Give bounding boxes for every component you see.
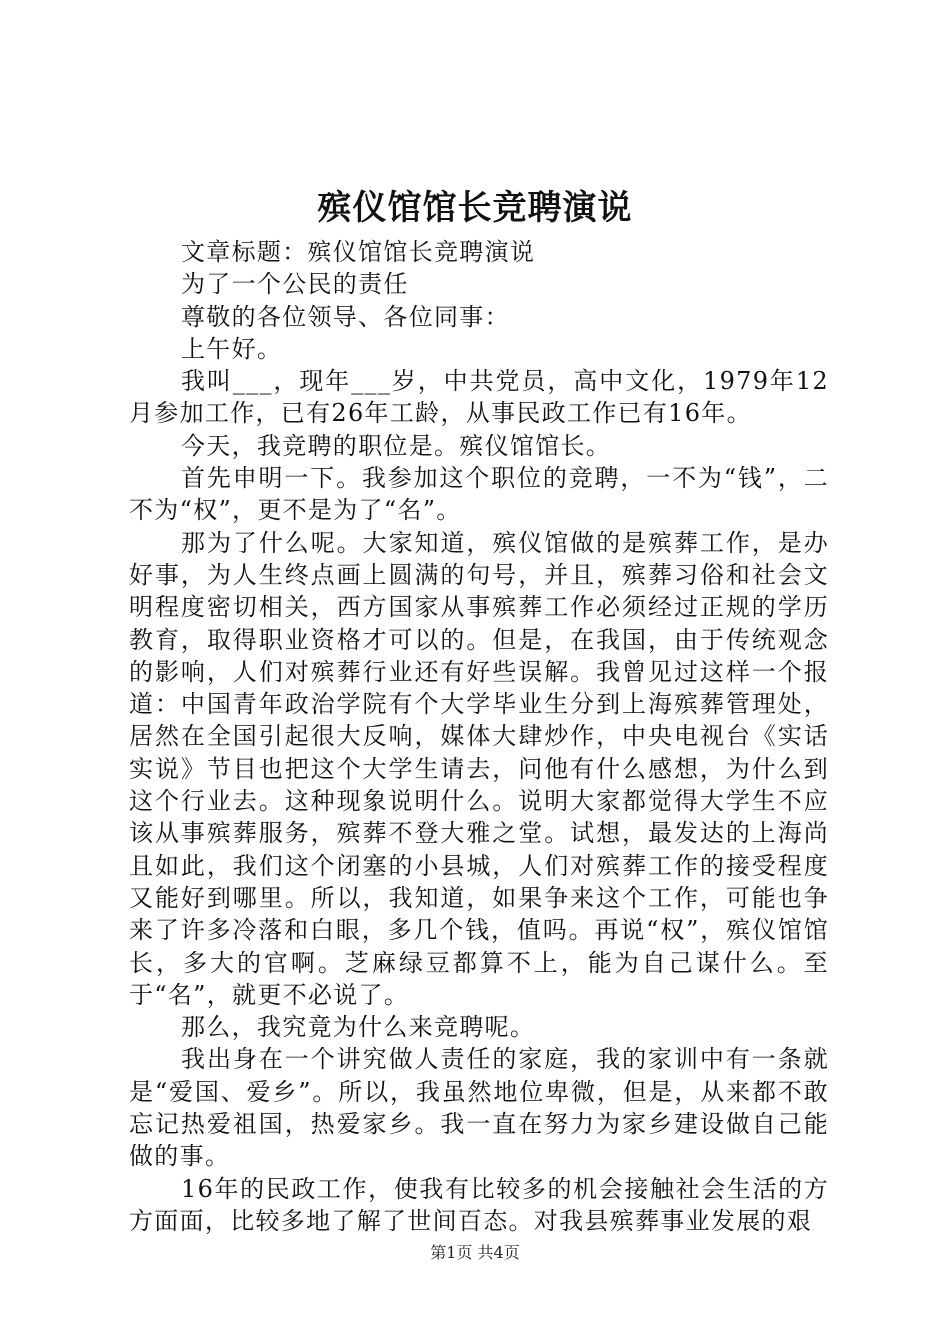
paragraph-position: 今天，我竞聘的职位是。殡仪馆馆长。 [181,431,612,460]
paragraph-family-background: 我出身在一个讲究做人责任的家庭，我的家训中有一条就是“爱国、爱乡”。所以，我虽然地位卑微，但是，从来都不敢忘记热爱祖国，热爱家乡。我一直在努力为家乡建设做自己能做的事。 [129,1045,829,1171]
paragraph-question: 那么，我究竟为什么来竞聘呢。 [181,1013,536,1042]
paragraph-salutation: 尊敬的各位领导、各位同事： [181,302,510,331]
page-footer: 第1页 共4页 [430,1243,520,1262]
paragraph-subtitle: 为了一个公民的责任 [181,270,409,299]
paragraph-self-introduction: 我叫___，现年___岁，中共党员，高中文化，1979年12月参加工作，已有26年工龄，从事民政工作已有16年。 [129,367,829,428]
paragraph-article-title: 文章标题：殡仪馆馆长竞聘演说 [181,238,536,266]
paragraph-work-experience: 16年的民政工作，使我有比较多的机会接触社会生活的方方面面，比较多地了解了世间百态。对我县殡葬事业发展的艰 [129,1174,829,1235]
paragraph-declaration: 首先申明一下。我参加这个职位的竞聘，一不为“钱”，二不为“权”，更不是为了“名”。 [129,464,829,525]
paragraph-greeting: 上午好。 [181,334,283,363]
document-title: 殡仪馆馆长竞聘演说 [317,188,633,228]
paragraph-reasoning: 那为了什么呢。大家知道，殡仪馆做的是殡葬工作，是办好事，为人生终点画上圆满的句号，并且，殡葬习俗和社会文明程度密切相关，西方国家从事殡葬工作必须经过正规的学历教育，取得职业资格才可以的。但是，在我国，由于传统观念的影响，人们对殡葬行业还有好些误解。我曾见过这样一个报道：中国青年政治学院有个大学毕业生分到上海殡葬管理处，居然在全国引起很大反响，媒体大肆炒作，中央电视台《实话实说》节目也把这个大学生请去，问他有什么感想，为什么到这个行业去。这种现象说明什么。说明大家都觉得大学生不应该从事殡葬服务，殡葬不登大雅之堂。试想，最发达的上海尚且如此，我们这个闭塞的小县城，人们对殡葬工作的接受程度又能好到哪里。所以，我知道，如果争来这个工作，可能也争来了许多冷落和白眼，多几个钱，值吗。再说“权”，殡仪馆馆长，多大的官啊。芝麻绿豆都算不上，能为自己谋什么。至于“名”，就更不必说了。 [129,528,829,1009]
document-body [129,236,829,1237]
